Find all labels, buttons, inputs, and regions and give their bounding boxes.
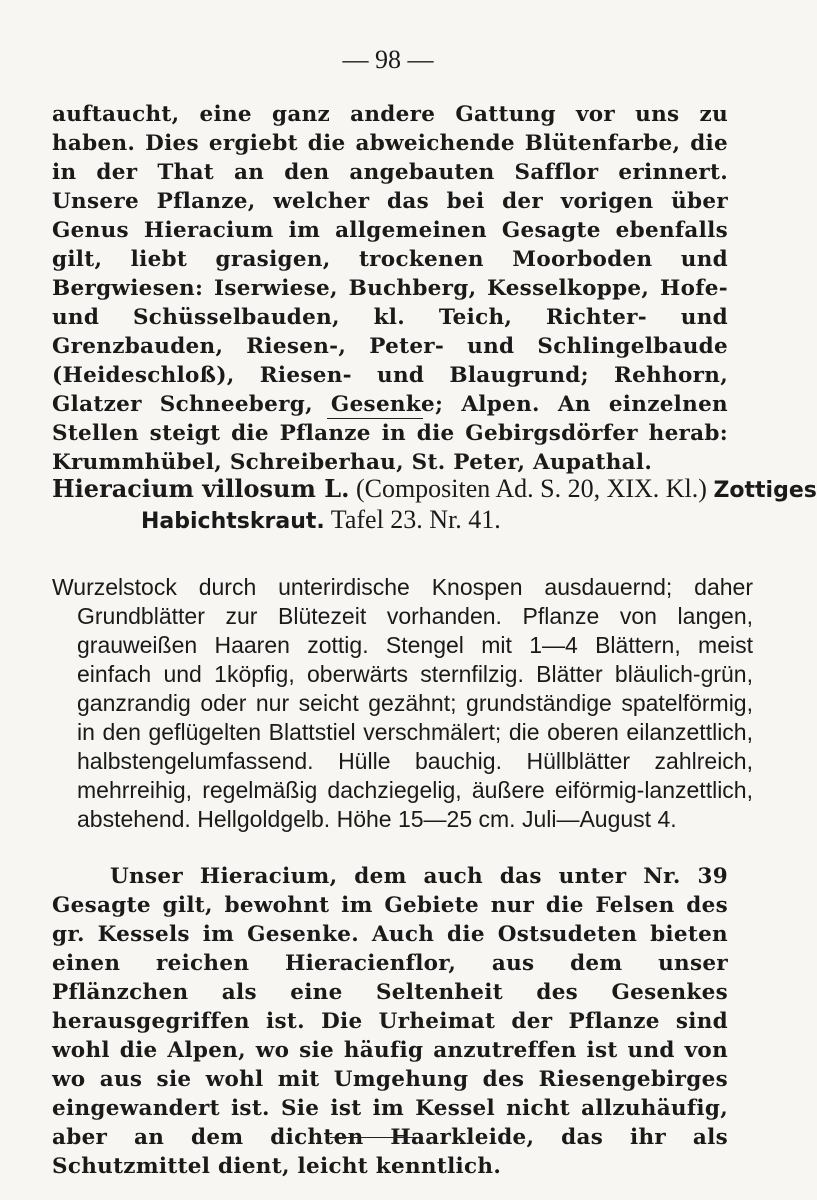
species-heading — [52, 474, 817, 536]
species-description: Wurzelstock durch unterirdische Knospen ausdauernd; daher Grundblätter zur Blütezeit vorhanden. Pflanze von langen, grauweißen Haaren zottig. Stengel mit 1—4 Blättern, meist einfach und 1köpfig, oberwärts sternfilzig. Blätter bläulich-grün, ganzrandig oder nur seicht gezähnt; grundständige spatelförmig, in den geflügelten Blattstiel verschmälert; die oberen eilanzettlich, halbstengelumfassend. Hülle bauchig. Hüllblätter zahlreich, mehrreihig, regelmäßig dachziegelig, äußere eiförmig-lanzettlich, abstehend. Hellgoldgelb. Höhe 15—25 cm. Juli—August 4. — [52, 574, 753, 832]
paragraph-habitat: Unser Hieracium, dem auch das unter Nr. 39 Gesagte gilt, bewohnt im Gebiete nur die Felsen des gr. Kessels im Gesenke. Auch die Ostsudeten bieten einen reichen Hieracienflor, aus dem unser Pflänzchen als eine Seltenheit des Gesenkes herausgegriffen ist. Die Urheimat der Pflanze sind wohl die Alpen, wo sie häufig anzutreffen ist und von wo aus sie wohl mit Umgehung des Riesengebirges eingewandert ist. Sie ist im Kessel nicht allzuhäufig, aber an dem dichten Haarkleide, das ihr als Schutzmittel dient, leicht kenntlich. — [52, 864, 728, 1179]
classification: (Compositen Ad. S. 20, XIX. Kl.) — [355, 474, 707, 503]
plate-reference: Tafel 23. — [330, 505, 423, 534]
species-number: Nr. 41. — [429, 505, 501, 534]
section-divider-bottom — [330, 1137, 423, 1138]
common-name: Zottiges Habichtskraut. — [141, 478, 817, 534]
section-divider — [327, 418, 423, 419]
paragraph-continued: auftaucht, eine ganz andere Gattung vor uns zu haben. Dies ergiebt die abweichende Blütenfarbe, die in der That an den angebauten Safflor erinnert. Unsere Pflanze, welcher das bei der vorigen über Genus Hieracium im allgemeinen Gesagte ebenfalls gilt, liebt grasigen, trockenen Moorboden und Bergwiesen: Iserwiese, Buchberg, Kesselkoppe, Hofe- und Schüsselbauden, kl. Teich, Richter- und Grenzbauden, Riesen-, Peter- und Schlingelbaude (Heideschloß), Riesen- und Blaugrund; Rehhorn, Glatzer Schneeberg, Gesenke; Alpen. An einzelnen Stellen steigt die Pflanze in die Gebirgsdörfer herab: Krummhübel, Schreiberhau, St. Peter, Aupathal. — [52, 102, 728, 475]
scientific-name: Hieracium villosum L. — [52, 474, 350, 503]
page-number: — 98 — — [342, 45, 434, 74]
